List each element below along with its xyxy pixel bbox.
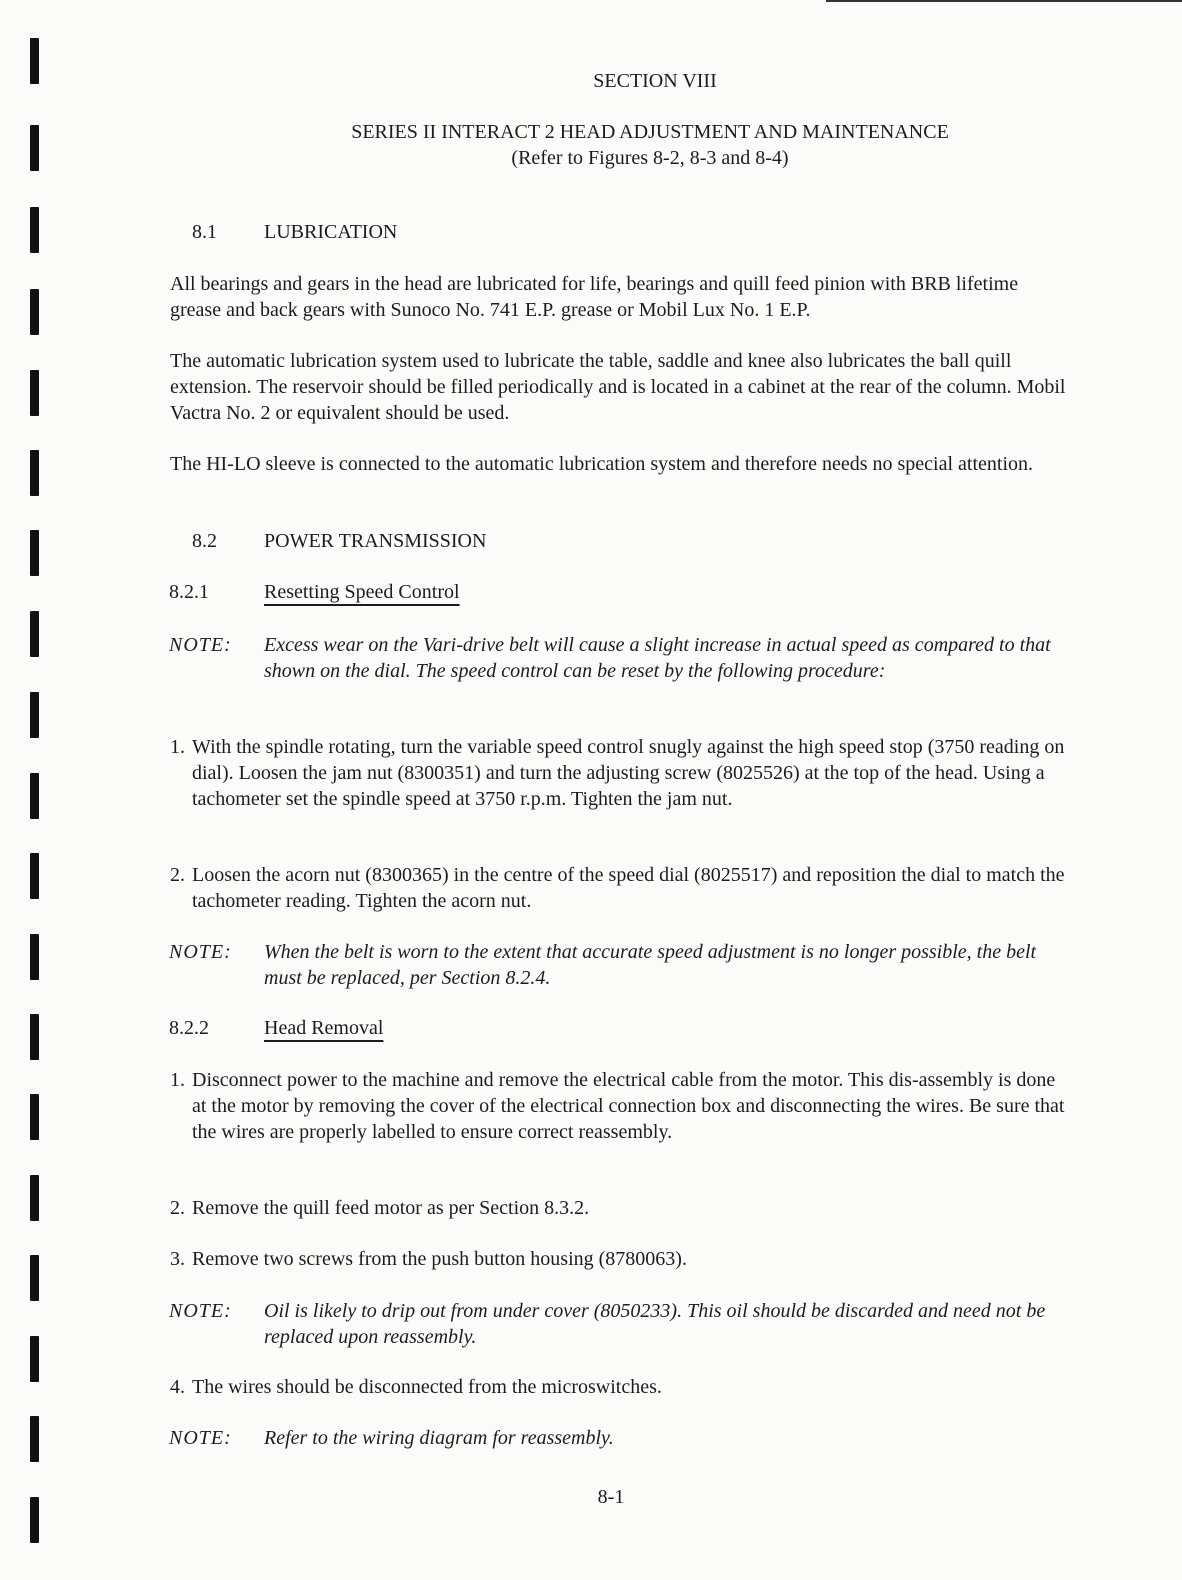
list-item-number: 1. — [170, 736, 185, 758]
binding-mark — [30, 125, 39, 171]
list-item — [170, 1195, 1070, 1221]
section-number: 8.1 — [192, 221, 217, 243]
page-number: 8-1 — [597, 1486, 625, 1508]
list-item — [170, 862, 1070, 914]
top-edge-rule — [826, 0, 1182, 2]
document-title: SERIES II INTERACT 2 HEAD ADJUSTMENT AND MAINTENANCE — [351, 121, 949, 143]
subsection-heading: Head Removal — [264, 1017, 384, 1039]
binding-mark — [30, 1175, 39, 1221]
list-item-text: Remove two screws from the push button housing (8780063). — [192, 1248, 687, 1270]
note-text: Oil is likely to drip out from under cover (8050233). This oil should be discarded and need not be replaced upon reassembly. — [264, 1300, 1046, 1348]
list-item — [170, 1374, 1070, 1400]
list-item — [170, 1067, 1070, 1145]
list-item-text: The wires should be disconnected from the microswitches. — [192, 1376, 662, 1398]
binding-mark — [30, 207, 39, 253]
list-item-number: 2. — [170, 864, 185, 886]
list-item-number: 4. — [170, 1376, 185, 1398]
section-title: SECTION VIII — [593, 70, 717, 92]
list-item-text: With the spindle rotating, turn the variable speed control snugly against the high speed stop (3750 reading on dial). Loosen the jam nut (8300351) and turn the adjusting screw (8025526) at the top of the head. Using a tachometer set the spindle speed at 3750 r.p.m. Tighten the jam nut. — [192, 736, 1065, 810]
note-label: NOTE: — [169, 1427, 232, 1449]
binding-mark — [30, 1416, 39, 1462]
binding-mark — [30, 692, 39, 738]
section-heading: POWER TRANSMISSION — [264, 530, 487, 552]
binding-mark — [30, 1255, 39, 1301]
subsection-number: 8.2.1 — [169, 581, 209, 603]
binding-mark — [30, 773, 39, 819]
note-label: NOTE: — [169, 941, 232, 963]
list-item-number: 2. — [170, 1197, 185, 1219]
list-item — [170, 734, 1070, 812]
binding-mark — [30, 370, 39, 416]
list-item — [170, 1246, 1070, 1272]
paragraph: All bearings and gears in the head are lubricated for life, bearings and quill feed pinion with BRB lifetime grease and back gears with Sunoco No. 741 E.P. grease or Mobil Lux No. 1 E.P. — [170, 273, 1019, 321]
note-label: NOTE: — [169, 634, 232, 656]
binding-mark — [30, 934, 39, 980]
subsection-heading: Resetting Speed Control — [264, 581, 460, 603]
binding-mark — [30, 450, 39, 496]
note-text: Excess wear on the Vari-drive belt will cause a slight increase in actual speed as compared to that shown on the dial. The speed control can be reset by the following procedure: — [264, 634, 1051, 682]
document-subtitle: (Refer to Figures 8-2, 8-3 and 8-4) — [511, 147, 789, 169]
binding-mark — [30, 853, 39, 899]
list-item-text: Remove the quill feed motor as per Section 8.3.2. — [192, 1197, 590, 1219]
list-item-number: 3. — [170, 1248, 185, 1270]
paragraph: The HI-LO sleeve is connected to the automatic lubrication system and therefore needs no special attention. — [170, 453, 1034, 475]
binding-mark — [30, 1014, 39, 1060]
binding-mark — [30, 1094, 39, 1140]
list-item-text: Disconnect power to the machine and remove the electrical cable from the motor. This dis-assembly is done at the motor by removing the cover of the electrical connection box and disconnecting the wires. Be sure that the wires are properly labelled to ensure correct reassembly. — [192, 1069, 1065, 1143]
note-text: Refer to the wiring diagram for reassembly. — [264, 1427, 614, 1449]
note-text: When the belt is worn to the extent that accurate speed adjustment is no longer possible, the belt must be replaced, per Section 8.2.4. — [264, 941, 1037, 989]
binding-mark — [30, 289, 39, 335]
section-heading: LUBRICATION — [264, 221, 398, 243]
section-number: 8.2 — [192, 530, 217, 552]
binding-mark — [30, 611, 39, 657]
paragraph: The automatic lubrication system used to lubricate the table, saddle and knee also lubricates the ball quill extension. The reservoir should be filled periodically and is located in a cabinet at the rear of the column. Mobil Vactra No. 2 or equivalent should be used. — [170, 350, 1066, 424]
binding-mark — [30, 1336, 39, 1382]
list-item-text: Loosen the acorn nut (8300365) in the centre of the speed dial (8025517) and reposition the dial to match the tachometer reading. Tighten the acorn nut. — [192, 864, 1065, 912]
note-label: NOTE: — [169, 1300, 232, 1322]
subsection-number: 8.2.2 — [169, 1017, 209, 1039]
list-item-number: 1. — [170, 1069, 185, 1091]
binding-mark — [30, 530, 39, 576]
